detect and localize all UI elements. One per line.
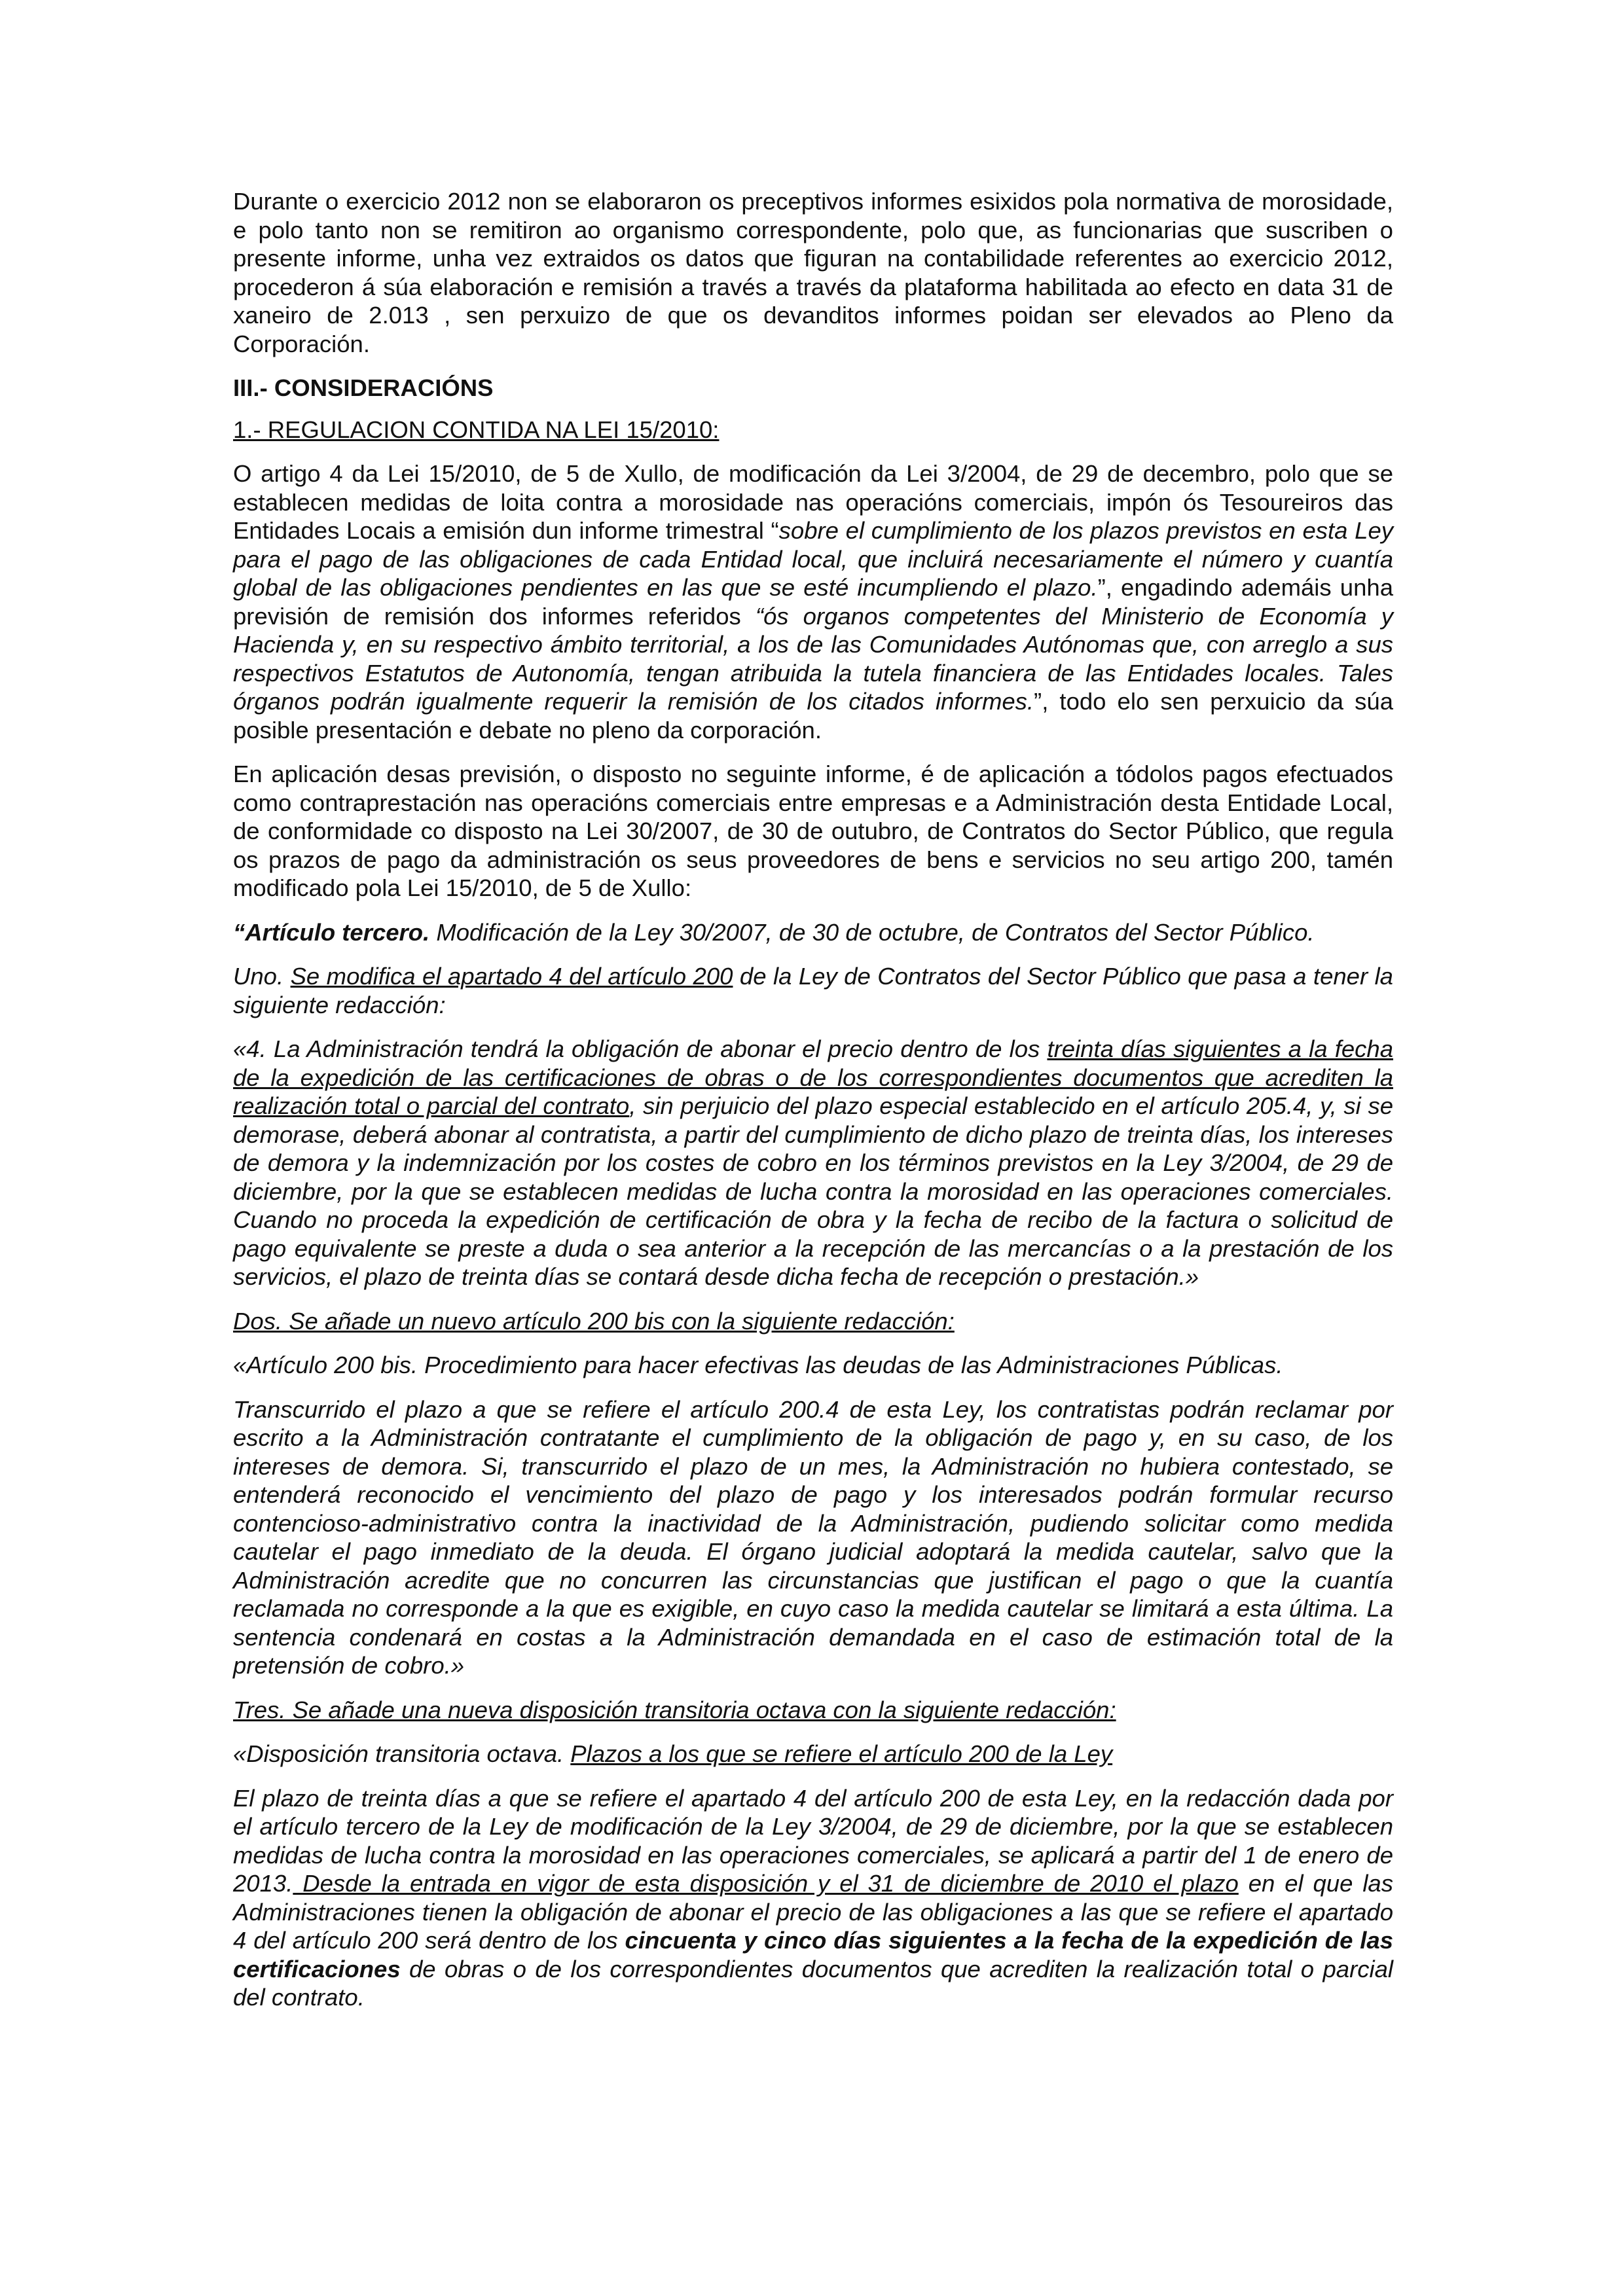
- dos-paragraph: Dos. Se añade un nuevo artículo 200 bis con la siguiente redacción:: [233, 1307, 955, 1335]
- disposicion-text-a: «Disposición transitoria octava.: [233, 1740, 571, 1767]
- intro-text: Durante o exercicio 2012 non se elaboraron os preceptivos informes esixidos pola normativa de morosidade, e polo tanto non se remitiron ao organismo correspondente, polo que, as funcionarias que suscriben o presente informe, unha vez extraidos os datos que figuran na contabilidade referentes ao exercicio 2012, procederon á súa elaboración e remisión a través a través da plataforma habilitada ao efecto en data 31 de xaneiro de 2.013 , sen perxuizo de que os devanditos informes poidan ser elevados ao Pleno da Corporación.: [233, 188, 1393, 357]
- transcurrido-paragraph: [233, 1395, 1393, 1680]
- transcurrido-text: Transcurrido el plazo a que se refiere el artículo 200.4 de esta Ley, los contratistas podrán reclamar por escrito a la Administración contratante el cumplimiento de la obligación de pago y, en su caso, de los intereses de demora. Si, transcurrido el plazo de un mes, la Administración no hubiera contestado, se entenderá reconocido el vencimiento del plazo de pago y los interesados podrán formular recurso contencioso-administrativo contra la inactividad de la Administración, pudiendo solicitar como medida cautelar el pago inmediato de la deuda. El órgano judicial adoptará la medida cautelar, salvo que la Administración acredite que no concurren las circunstancias que justifican el pago o que la cuantía reclamada no corresponde a la que es exigible, en cuyo caso la medida cautelar se limitará a esta última. La sentencia condenará en costas a la Administración demandada en el caso de estimación total de la pretensión de cobro.»: [233, 1395, 1393, 1679]
- plazo-text-b: en el que las Administraciones tienen la obligación de abonar el precio de las obligaciones a las que se refiere el apartado 4 del artículo 200 será dentro de los: [233, 1870, 1393, 1954]
- uno-text-b: de la Ley de Contratos del Sector Público que pasa a tener la siguiente redacción:: [233, 963, 1393, 1018]
- disposicion-transitoria-title: [233, 1740, 1393, 1768]
- plazo-text-c: de obras o de los correspondientes documentos que acrediten la realización total o parcial del contrato.: [233, 1955, 1393, 2011]
- subsection-heading: [233, 416, 1393, 444]
- apartado-text-b: , sin perjuicio del plazo especial establecido en el artículo 205.4, y, si se demorase, deberá abonar al contratista, a partir del cumplimiento de dicho plazo de treinta días, los intereses de demora y la indemnización por los costes de cobro en los términos previstos en la Ley 3/2004, de 29 de diciembre, por la que se establecen medidas de lucha contra la morosidad en las operaciones comerciales. Cuando no proceda la expedición de certificación de obra y la fecha de recibo de la factura o solicitud de pago equivalente se preste a duda o sea anterior a la recepción de las mercancías o a la prestación de los servicios, el plazo de treinta días se contará desde dicha fecha de recepción o prestación.»: [233, 1092, 1394, 1290]
- intro-paragraph: [233, 187, 1393, 358]
- apartado-underlined: treinta días siguientes a la fecha de la expedición de las certificaciones de obras o de los correspondientes documentos que acrediten la realización total o parcial del contrato: [233, 1035, 1393, 1119]
- disposicion-underlined: Plazos a los que se refiere el artículo 200 de la Ley: [570, 1740, 1113, 1767]
- uno-underlined: Se modifica el apartado 4 del artículo 200: [290, 963, 733, 990]
- article-tercero-paragraph: [233, 918, 1393, 947]
- plazo-paragraph: [233, 1784, 1393, 2012]
- article-tercero-title: “Artículo tercero.: [233, 918, 430, 946]
- law-text-c: ”, engadindo ademáis unha previsión de remisión dos informes referidos: [233, 574, 1394, 630]
- law-article-4-paragraph: [233, 459, 1393, 744]
- plazo-bold: cincuenta y cinco días siguientes a la fecha de la expedición de las certificaciones: [233, 1927, 1394, 1982]
- apartado-4-paragraph: [233, 1035, 1393, 1291]
- article-tercero-text: Modificación de la Ley 30/2007, de 30 de octubre, de Contratos del Sector Público.: [429, 918, 1315, 946]
- apartado-text-a: «4. La Administración tendrá la obligación de abonar el precio dentro de los: [233, 1035, 1048, 1062]
- plazo-text-a: El plazo de treinta días a que se refiere el apartado 4 del artículo 200 de esta Ley, en la redacción dada por el artículo tercero de la Ley de modificación de la Ley 3/2004, de 29 de diciembre, por la que se establecen medidas de lucha contra la morosidad en las operaciones comerciales, se aplicará a partir del 1 de enero de 2013.: [233, 1784, 1393, 1897]
- application-text: En aplicación desas previsión, o disposto no seguinte informe, é de aplicación a tódolos pagos efectuados como contraprestación nas operacións comerciais entre empresas e a Administración desta Entidade Local, de conformidade co disposto na Lei 30/2007, de 30 de outubro, de Contratos do Sector Público, que regula os prazos de pago da administración os seus proveedores de bens e servicios no seu artigo 200, tamén modificado pola Lei 15/2010, de 5 de Xullo:: [233, 761, 1393, 901]
- law-quote-2: “ós organos competentes del Ministerio de Economía y Hacienda y, en su respectivo ámbito territorial, a los de las Comunidades Autónomas que, con arreglo a sus respectivos Estatutos de Autonomía, tengan atribuida la tutela financiera de las Entidades locales. Tales órganos podrán igualmente requerir la remisión de los citados informes.: [233, 602, 1393, 715]
- law-text-a: O artigo 4 da Lei 15/2010, de 5 de Xullo, de modificación da Lei 3/2004, de 29 de decembro, polo que se establecen medidas de loita contra a morosidade nas operacións comerciais, impón ós Tesoureiros das Entidades Locais a emisión dun informe trimestral “: [233, 460, 1393, 544]
- uno-paragraph: [233, 962, 1393, 1019]
- articulo-200-bis-title: «Artículo 200 bis. Procedimiento para hacer efectivas las deudas de las Administraciones Públicas.: [233, 1352, 1283, 1378]
- subsection-heading-text: 1.- REGULACION CONTIDA NA LEI 15/2010:: [233, 416, 720, 443]
- law-text-e: ”, todo elo sen perxuicio da súa posible presentación e debate no pleno da corporación.: [233, 688, 1393, 744]
- section-heading: III.- CONSIDERACIÓNS: [233, 374, 494, 401]
- application-paragraph: [233, 760, 1393, 903]
- document-page: [233, 187, 1393, 2028]
- plazo-underlined: Desde la entrada en vigor de esta disposición y el 31 de diciembre de 2010 el plazo: [293, 1870, 1239, 1897]
- uno-text-a: Uno.: [233, 963, 291, 990]
- law-quote-1: sobre el cumplimiento de los plazos previstos en esta Ley para el pago de las obligaciones de cada Entidad local, que incluirá necesariamente el número y cuantía global de las obligaciones pendientes en las que se esté incumpliendo el plazo.: [233, 517, 1393, 601]
- tres-paragraph: Tres. Se añade una nueva disposición transitoria octava con la siguiente redacción:: [233, 1696, 1116, 1723]
